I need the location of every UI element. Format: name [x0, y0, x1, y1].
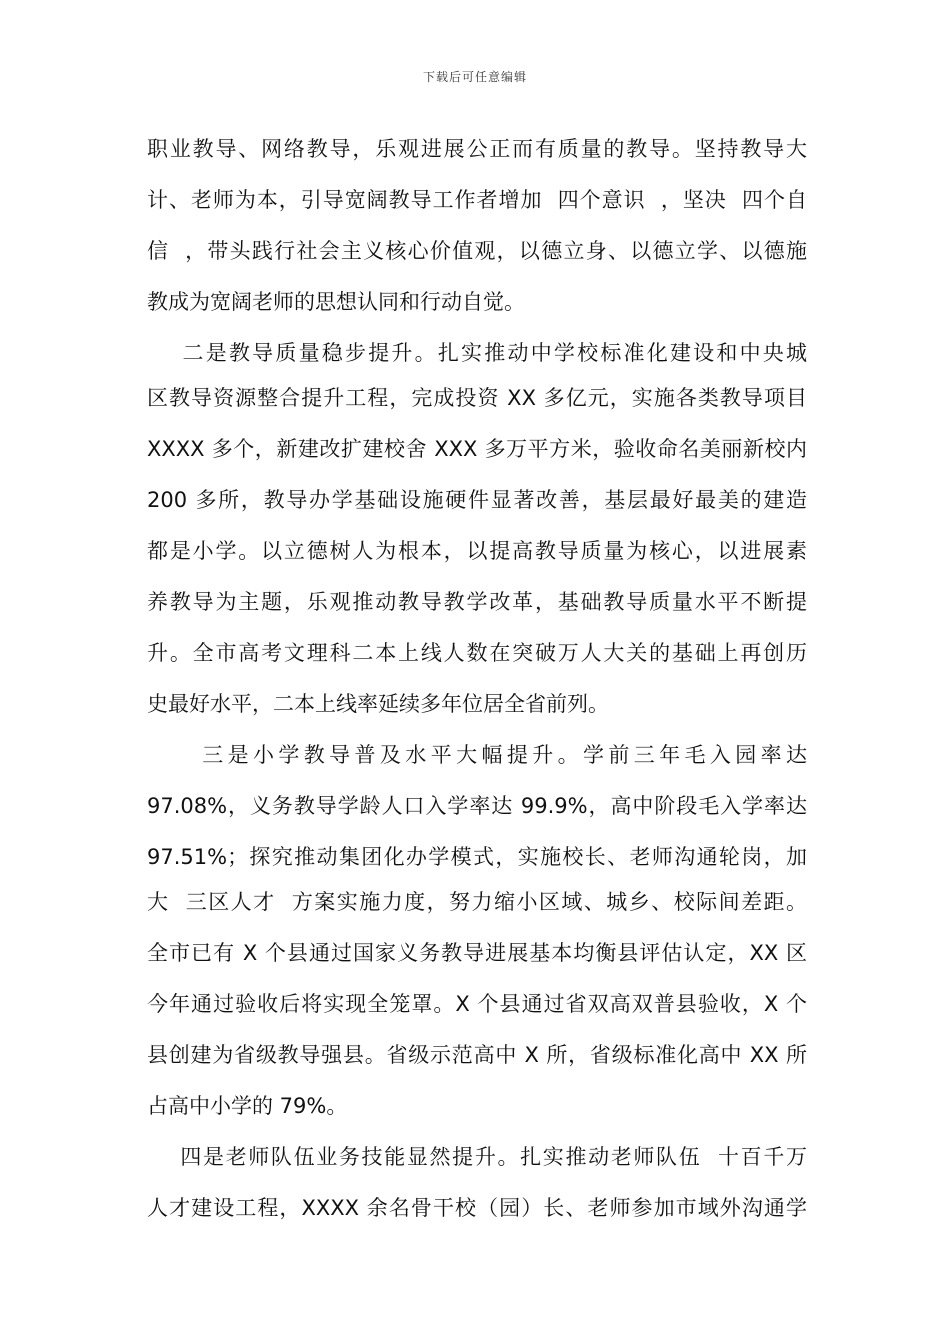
text-line: 三是小学教导普及水平大幅提升。学前三年毛入园率达	[147, 743, 807, 767]
text-line: XXXX 多个，新建改扩建校舍 XXX 多万平方米，验收命名美丽新校内	[147, 437, 807, 461]
text-line: 史最好水平，二本上线率延续多年位居全省前列。	[147, 692, 609, 716]
page-header: 下载后可任意编辑	[422, 70, 527, 84]
text-line: 97.08%，义务教导学龄人口入学率达 99.9%，高中阶段毛入学率达	[147, 794, 807, 818]
text-line: 全市已有 X 个县通过国家义务教导进展基本均衡县评估认定，XX 区	[147, 941, 807, 965]
text-line: 今年通过验收后将实现全笼罩。X 个县通过省双高双普县验收，X 个	[147, 992, 807, 1016]
text-line: 区教导资源整合提升工程，完成投资 XX 多亿元，实施各类教导项目	[147, 386, 807, 410]
text-line: 升。全市高考文理科二本上线人数在突破万人大关的基础上再创历	[147, 641, 807, 665]
text-line: 职业教导、网络教导，乐观进展公正而有质量的教导。坚持教导大	[147, 137, 807, 161]
text-line: 二是教导质量稳步提升。扎实推动中学校标准化建设和中央城	[147, 341, 807, 365]
text-line: 信 ，带头践行社会主义核心价值观，以德立身、以德立学、以德施	[147, 239, 807, 263]
text-line: 大 三区人才 方案实施力度，努力缩小区域、城乡、校际间差距。	[147, 890, 807, 914]
text-line: 计、老师为本，引导宽阔教导工作者增加 四个意识 ，坚决 四个自	[147, 188, 807, 212]
text-line: 四是老师队伍业务技能显然提升。扎实推动老师队伍 十百千万	[147, 1145, 807, 1169]
text-line: 养教导为主题，乐观推动教导教学改革，基础教导质量水平不断提	[147, 590, 807, 614]
text-line: 人才建设工程，XXXX 余名骨干校（园）长、老师参加市域外沟通学	[147, 1196, 807, 1220]
text-line: 占高中小学的 79%。	[147, 1094, 348, 1118]
text-line: 200 多所，教导办学基础设施硬件显著改善，基层最好最美的建造	[147, 488, 807, 512]
text-line: 县创建为省级教导强县。省级示范高中 X 所，省级标准化高中 XX 所	[147, 1043, 807, 1067]
text-line: 教成为宽阔老师的思想认同和行动自觉。	[147, 290, 525, 314]
text-line: 97.51%；探究推动集团化办学模式，实施校长、老师沟通轮岗，加	[147, 845, 807, 869]
text-line: 都是小学。以立德树人为根本，以提高教导质量为核心，以进展素	[147, 539, 807, 563]
